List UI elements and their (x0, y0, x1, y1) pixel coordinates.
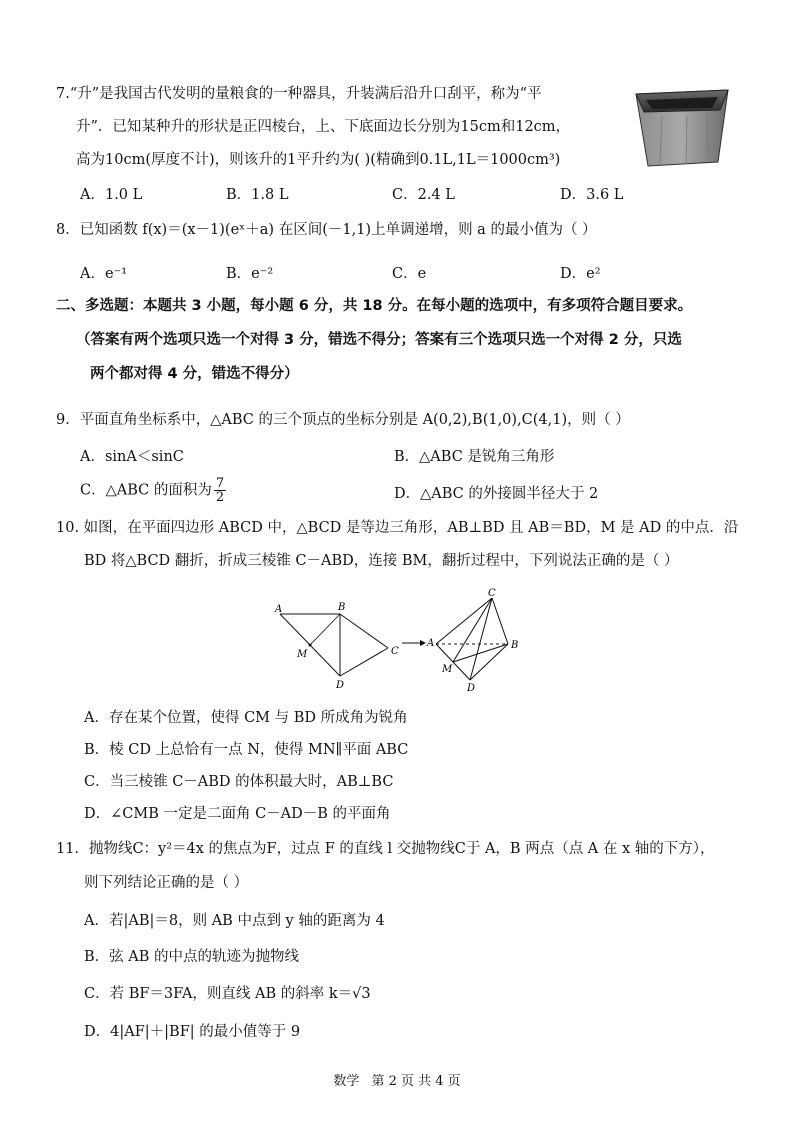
q9-option-c (80, 477, 228, 504)
q7-option-d: D．3.6 L (560, 187, 624, 203)
section2-note-line1: （答案有两个选项只选一个对得 3 分，错选不得分；答案有三个选项只选一个对得 2 分，只选 (76, 332, 682, 348)
q10-option-d: D．∠CMB 一定是二面角 C－AD－B 的平面角 (84, 806, 391, 822)
q8-option-d: D．e² (560, 266, 601, 282)
q9-option-b: B．△ABC 是锐角三角形 (394, 449, 555, 465)
q10-option-b: B．棱 CD 上总恰有一点 N，使得 MN∥平面 ABC (84, 742, 409, 758)
footer-subject: 数学 (333, 1074, 360, 1089)
triangular-pyramid (426, 588, 518, 694)
q7-line2: 升”．已知某种升的形状是正四棱台，上、下底面边长分别为15cm和12cm， (76, 119, 571, 135)
q10-option-a: A．存在某个位置，使得 CM 与 BD 所成角为锐角 (84, 710, 408, 726)
q11-option-d: D．4|AF|＋|BF| 的最小值等于 9 (84, 1024, 301, 1040)
label-a: A (275, 604, 283, 615)
q8-option-b: B．e⁻² (226, 266, 274, 282)
arrow-right-icon (402, 640, 426, 646)
label-a2: A (427, 638, 435, 649)
q8-option-c: C．e (392, 266, 427, 282)
label-m: M (297, 649, 308, 660)
q11-line2: 则下列结论正确的是（ ） (84, 875, 249, 891)
q7-option-c: C．2.4 L (392, 187, 455, 203)
q11-option-a: A．若|AB|＝8，则 AB 中点到 y 轴的距离为 4 (84, 913, 385, 929)
label-c: C (391, 646, 399, 657)
q7-line3: 高为10cm(厚度不计)，则该升的1平升约为( )(精确到0.1L,1L＝1000cm³) (76, 152, 561, 168)
planar-quadrilateral (274, 602, 399, 691)
q9-option-a: A．sinA＜sinC (80, 449, 184, 465)
q10-line1: 10. 如图，在平面四边形 ABCD 中，△BCD 是等边三角形，AB⊥BD 且 AB＝BD，M 是 AD 的中点．沿 (56, 520, 739, 536)
q11-line1: 11．抛物线C：y²＝4x 的焦点为F，过点 F 的直线 l 交抛物线C于 A，B 两点（点 A 在 x 轴的下方）， (56, 841, 715, 857)
label-b2: B (511, 640, 519, 651)
q10-option-c: C．当三棱锥 C－ABD 的体积最大时，AB⊥BC (84, 774, 394, 790)
q9-option-d: D．△ABC 的外接圆半径大于 2 (394, 486, 599, 502)
q11-option-c: C．若 BF＝3FA，则直线 AB 的斜率 k＝√3 (84, 986, 371, 1002)
q7-line1: 7.“升”是我国古代发明的量粮食的一种器具，升装满后沿升口刮平，称为“平 (56, 86, 542, 102)
q10-line2: BD 将△BCD 翻折，折成三棱锥 C－ABD，连接 BM，翻折过程中，下列说法正确的是（ ） (84, 553, 679, 569)
section2-note-line2: 两个都对得 4 分，错选不得分） (90, 366, 299, 382)
footer-page-number: 第 2 页 共 4 页 (371, 1074, 461, 1089)
q7-option-a: A．1.0 L (80, 187, 143, 203)
q9-option-c-text: C．△ABC 的面积为 (80, 482, 212, 499)
label-b: B (338, 602, 346, 613)
label-d2: D (467, 683, 476, 694)
label-d: D (336, 680, 345, 691)
section2-heading: 二、多选题：本题共 3 小题，每小题 6 分，共 18 分。在每小题的选项中，有多项符合题目要求。 (56, 298, 693, 314)
q9-line1: 9．平面直角坐标系中，△ABC 的三个顶点的坐标分别是 A(0,2),B(1,0),C(4,1)，则（ ） (56, 412, 630, 428)
q7-option-b: B．1.8 L (226, 187, 289, 203)
q8-option-a: A．e⁻¹ (80, 266, 128, 282)
q8-line1: 8．已知函数 f(x)＝(x－1)(eˣ＋a) 在区间(－1,1)上单调递增，则 a 的最小值为（ ） (56, 222, 597, 238)
q11-option-b: B．弦 AB 的中点的轨迹为抛物线 (84, 949, 299, 965)
folding-figure-diagram (270, 588, 530, 694)
page-footer (0, 1070, 794, 1089)
fraction-denominator: 2 (215, 490, 225, 505)
fraction (214, 477, 226, 504)
sheng-measuring-vessel-image (632, 80, 732, 170)
label-m2: M (442, 664, 453, 675)
label-c2: C (488, 588, 496, 599)
fraction-numerator: 7 (215, 476, 225, 491)
